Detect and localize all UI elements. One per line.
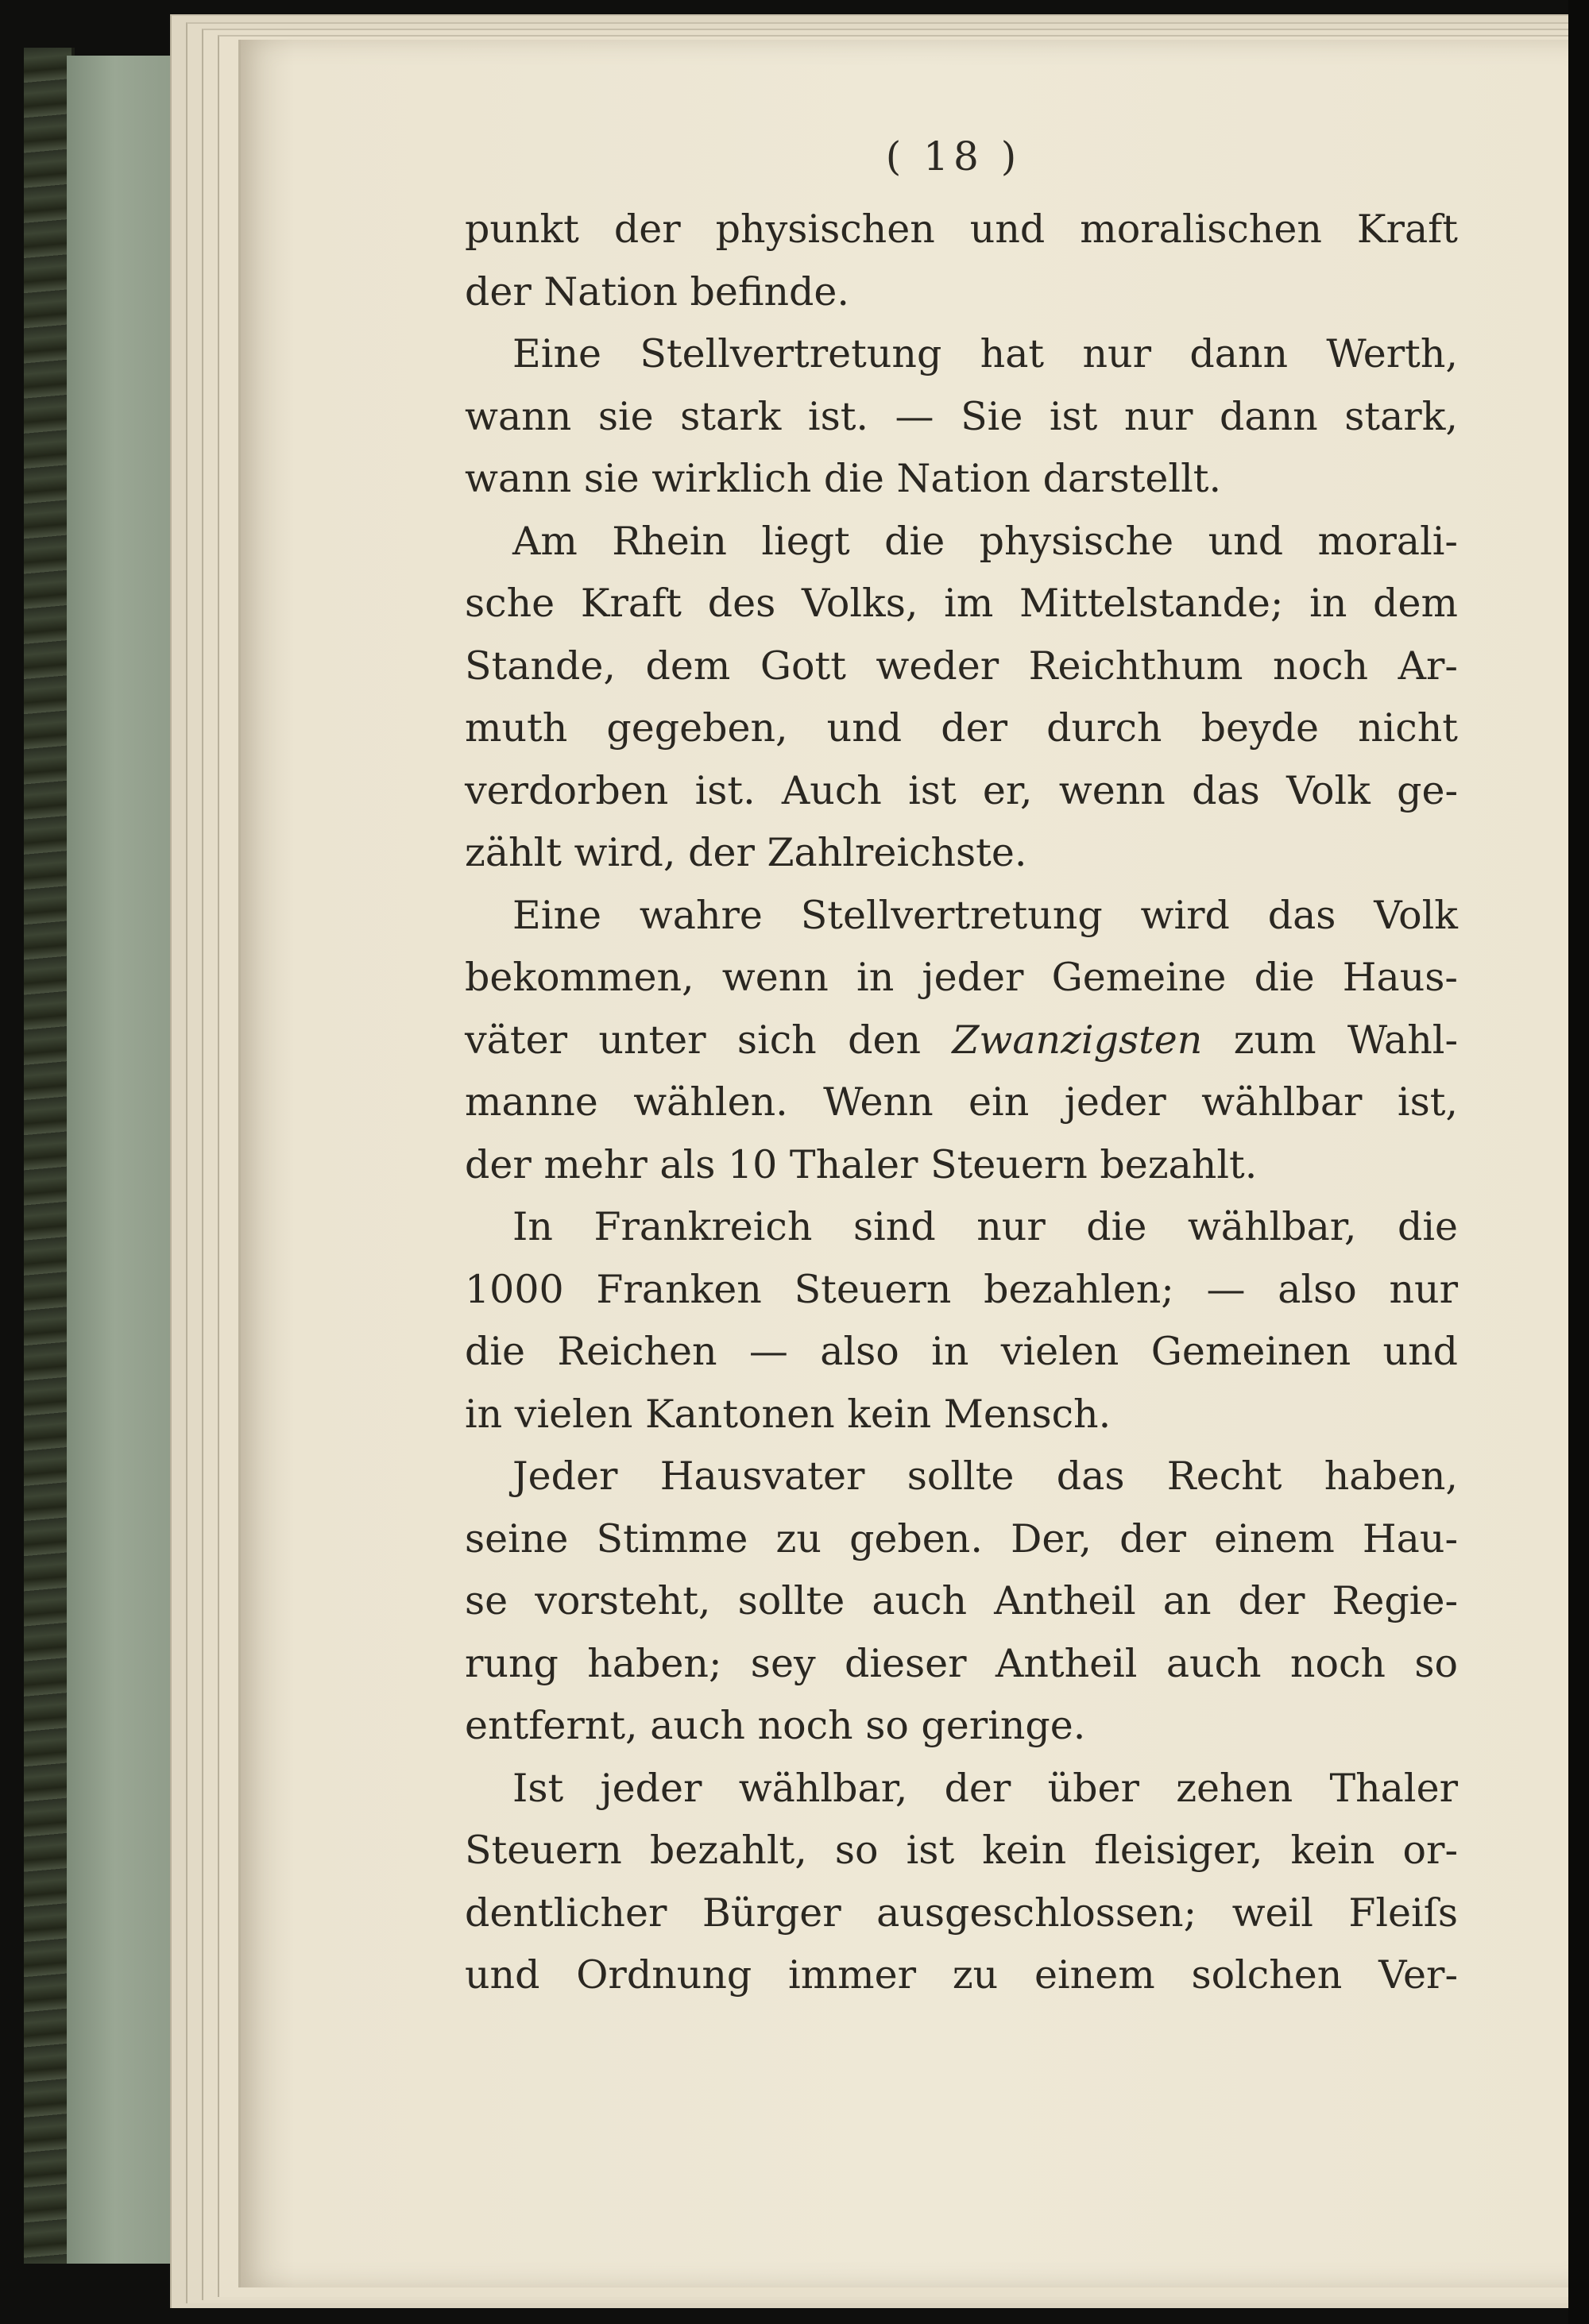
text-line: der mehr als 10 Thaler Steuern bezahlt.: [465, 1141, 1258, 1187]
page-number: ( 18 ): [885, 133, 1022, 180]
text-line: 1000 Franken Steuern bezahlen; — also nur: [465, 1266, 1458, 1312]
text-line: Eine wahre Stellvertretung wird das Volk: [512, 892, 1458, 938]
text-line: Jeder Hausvater sollte das Recht haben,: [512, 1453, 1458, 1499]
text-line: der Nation befinde.: [465, 268, 849, 315]
text-line: Am Rhein liegt die physische und morali-: [512, 518, 1458, 564]
text-line: in vielen Kantonen kein Mensch.: [465, 1391, 1112, 1437]
text-line: seine Stimme zu geben. Der, der einem Hau-: [465, 1515, 1458, 1562]
text-line: Ist jeder wählbar, der über zehen Thaler: [512, 1765, 1458, 1811]
text-line: zählt wird, der Zahlreichste.: [465, 830, 1027, 875]
text-line: und Ordnung immer zu einem solchen Ver-: [465, 1952, 1458, 1998]
text-line: entfernt, auch noch so geringe.: [465, 1703, 1086, 1748]
text-line: [465, 1010, 1458, 1072]
text-line: dentlicher Bürger ausgeschlossen; weil Fleiſs: [465, 1890, 1458, 1936]
text-segment: väter unter sich den: [465, 1017, 953, 1063]
text-line: punkt der physischen und moralischen Kraft: [465, 207, 1458, 252]
text-line: sche Kraft des Volks, im Mittelstande; in dem: [465, 581, 1458, 626]
text-line: die Reichen — also in vielen Gemeinen und: [465, 1329, 1458, 1374]
text-line: verdorben ist. Auch ist er, wenn das Volk ge-: [465, 767, 1458, 813]
body-text: [465, 199, 1458, 2007]
text-line: Steuern bezahlt, so ist kein fleisiger, kein or-: [465, 1828, 1458, 1873]
text-line: bekommen, wenn in jeder Gemeine die Haus-: [465, 955, 1458, 1000]
text-line: wann sie stark ist. — Sie ist nur dann stark,: [465, 393, 1458, 439]
text-line: se vorsteht, sollte auch Antheil an der Regie-: [465, 1578, 1458, 1623]
text-line: Stande, dem Gott weder Reichthum noch Ar-: [465, 643, 1458, 689]
scan-shadow: [1568, 0, 1589, 2324]
text-line: rung haben; sey dieser Antheil auch noch so: [465, 1640, 1458, 1686]
text-line: In Frankreich sind nur die wählbar, die: [512, 1204, 1458, 1249]
text-line: wann sie wirklich die Nation darstellt.: [465, 456, 1222, 501]
text-line: manne wählen. Wenn ein jeder wählbar ist,: [465, 1079, 1458, 1125]
text-line: muth gegeben, und der durch beyde nicht: [465, 705, 1458, 751]
text-segment: zum Wahl-: [1202, 1017, 1459, 1063]
emphasized-word: Zwanzigsten: [952, 1017, 1203, 1063]
book-cover-edge: [67, 56, 186, 2264]
text-line: Eine Stellvertretung hat nur dann Werth,: [512, 331, 1458, 376]
